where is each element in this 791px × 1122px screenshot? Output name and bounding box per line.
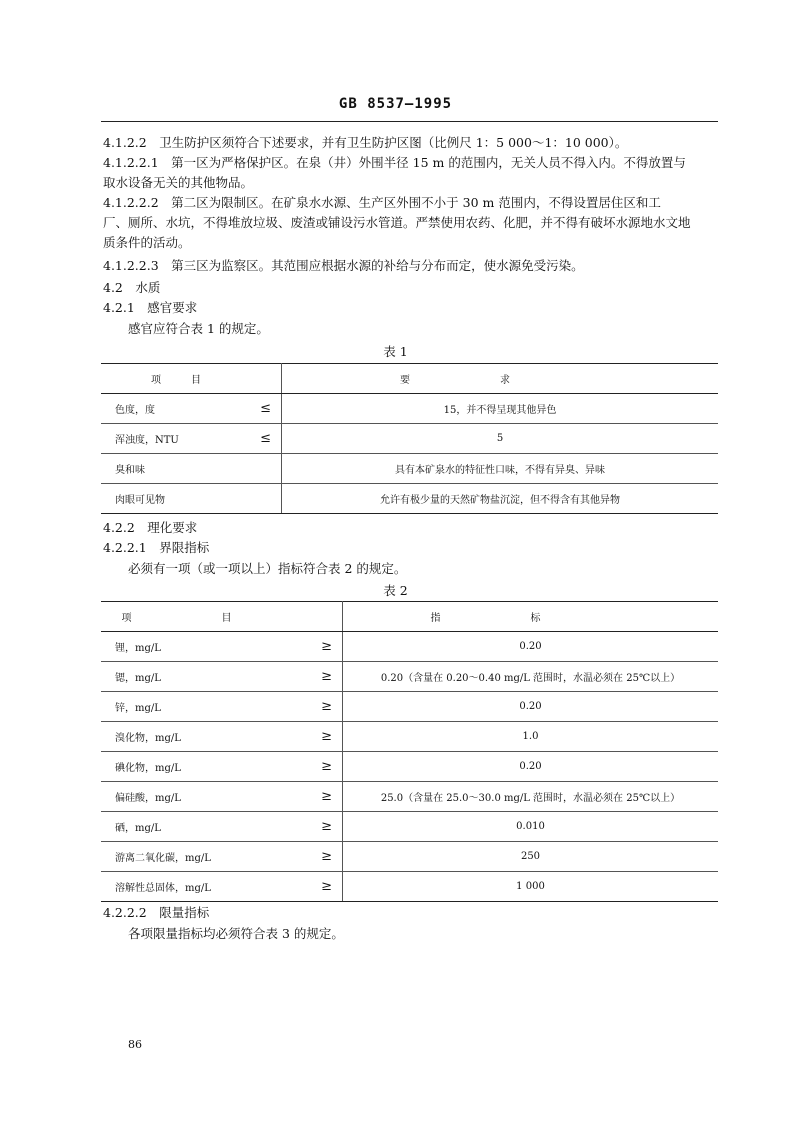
table1-caption: 表 1 — [383, 344, 408, 359]
heading-4-2-2-1: 4.2.2.1 界限指标 — [103, 540, 210, 555]
table-row: 臭和味 具有本矿泉水的特征性口味，不得有异臭、异味 — [101, 454, 718, 484]
clause-4-1-2-2: 4.1.2.2 卫生防护区须符合下述要求，并有卫生防护区图（比例尺 1：5 000～1：10 000）。 — [103, 135, 628, 150]
table2 — [101, 601, 718, 902]
table2-header-index: 指标 — [343, 602, 719, 632]
table-row: 浑浊度，NTU ≤ 5 — [101, 424, 718, 454]
limit-intro: 必须有一项（或一项以上）指标符合表 2 的规定。 — [128, 561, 407, 576]
page-number: 86 — [128, 1038, 142, 1051]
table2-caption: 表 2 — [383, 583, 408, 598]
table-row: 硒，mg/L ≥ 0.010 — [101, 812, 718, 842]
table-row: 锶，mg/L ≥ 0.20（含量在 0.20～0.40 mg/L 范围时，水温必须在 25℃以上） — [101, 662, 718, 692]
table2-header-row — [101, 602, 718, 632]
sensory-intro: 感官应符合表 1 的规定。 — [128, 321, 269, 336]
clause-4-1-2-2-1-cont: 取水设备无关的其他物品。 — [103, 175, 254, 190]
heading-4-2-1: 4.2.1 感官要求 — [103, 300, 198, 315]
table-row: 锌，mg/L ≥ 0.20 — [101, 692, 718, 722]
heading-4-2: 4.2 水质 — [103, 280, 161, 295]
table1-header-requirement: 要求 — [282, 364, 719, 394]
table-row: 溴化物，mg/L ≥ 1.0 — [101, 722, 718, 752]
table-row: 肉眼可见物 允许有极少量的天然矿物盐沉淀，但不得含有其他异物 — [101, 484, 718, 514]
table-row: 偏硅酸，mg/L ≥ 25.0（含量在 25.0～30.0 mg/L 范围时，水温必须在 25℃以上） — [101, 782, 718, 812]
table1 — [101, 363, 718, 514]
table-row: 碘化物，mg/L ≥ 0.20 — [101, 752, 718, 782]
heading-4-2-2-2: 4.2.2.2 限量指标 — [103, 905, 210, 920]
table1-header-row — [101, 364, 718, 394]
clause-4-1-2-2-2-cont1: 厂、厕所、水坑，不得堆放垃圾、废渣或铺设污水管道。严禁使用农药、化肥，并不得有破坏水源地水文地 — [103, 215, 691, 230]
limit-quantity-intro: 各项限量指标均必须符合表 3 的规定。 — [128, 926, 344, 941]
clause-4-1-2-2-2-cont2: 质条件的活动。 — [103, 235, 191, 250]
table-row: 锂，mg/L ≥ 0.20 — [101, 632, 718, 662]
heading-4-2-2: 4.2.2 理化要求 — [103, 520, 198, 535]
table2-header-item: 项目 — [101, 602, 343, 632]
table-row: 色度，度 ≤ 15，并不得呈现其他异色 — [101, 394, 718, 424]
standard-code-header: GB 8537—1995 — [338, 96, 453, 112]
clause-4-1-2-2-1: 4.1.2.2.1 第一区为严格保护区。在泉（井）外围半径 15 m 的范围内，无关人员不得入内。不得放置与 — [103, 155, 686, 170]
table1-header-item: 项目 — [101, 364, 282, 394]
clause-4-1-2-2-2: 4.1.2.2.2 第二区为限制区。在矿泉水水源、生产区外围不小于 30 m 范围内，不得设置居住区和工 — [103, 195, 661, 210]
header-rule — [101, 121, 718, 122]
table-row: 游离二氧化碳，mg/L ≥ 250 — [101, 842, 718, 872]
clause-4-1-2-2-3: 4.1.2.2.3 第三区为监察区。其范围应根据水源的补给与分布而定，使水源免受污染。 — [103, 258, 584, 273]
table-row: 溶解性总固体，mg/L ≥ 1 000 — [101, 872, 718, 902]
